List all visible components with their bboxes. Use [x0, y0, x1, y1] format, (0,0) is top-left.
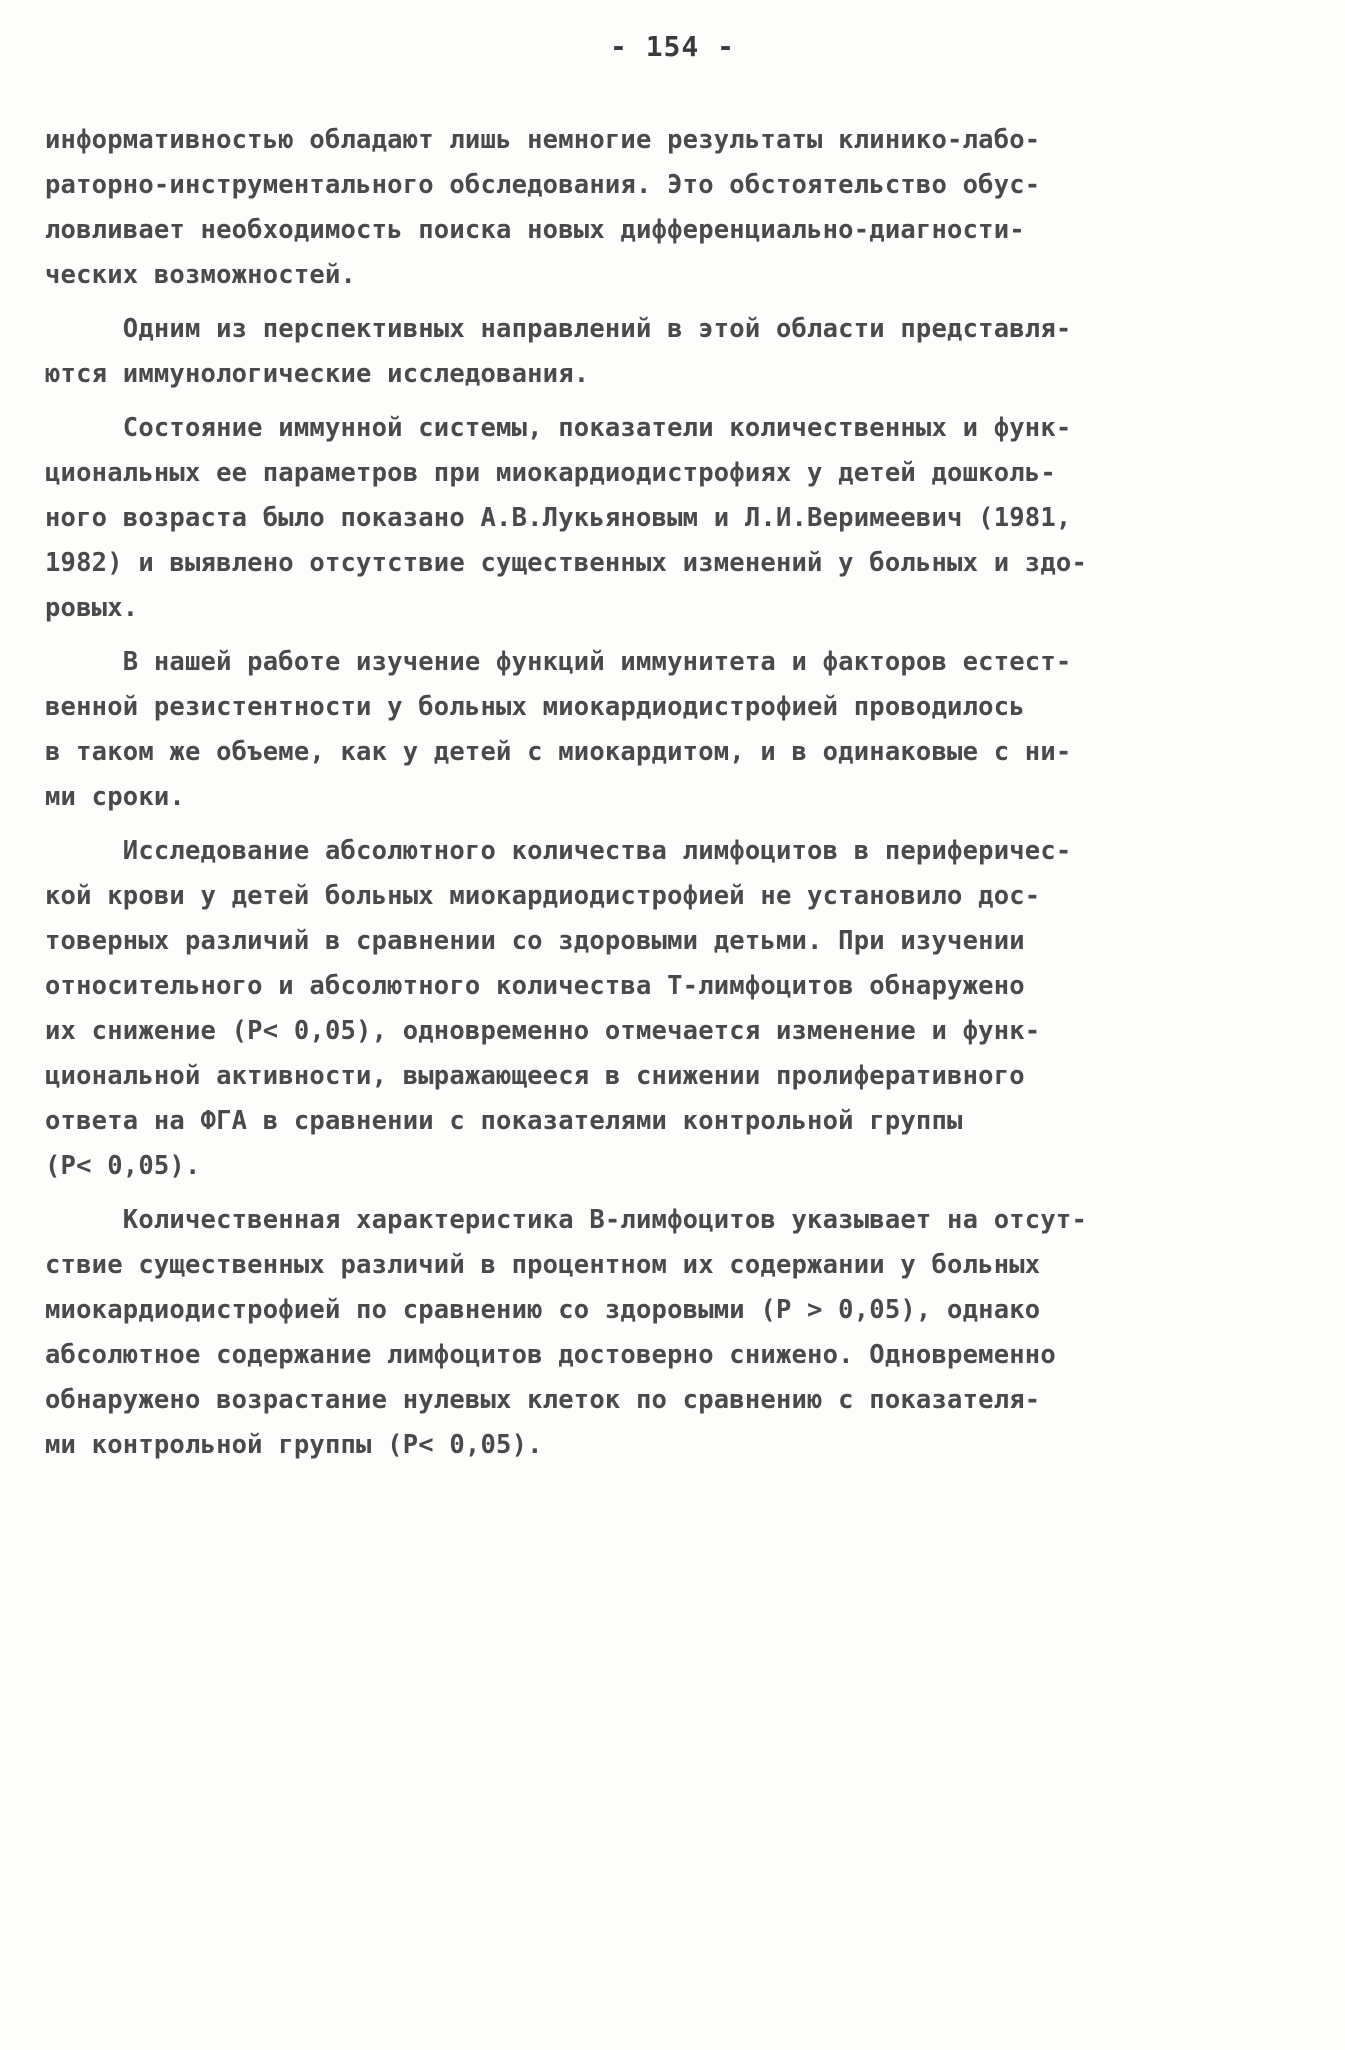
- text-line: Количественная характеристика В-лимфоцитов указывает на отсут-: [45, 1205, 1088, 1235]
- paragraph: [45, 406, 1285, 631]
- text-line: информативностью обладают лишь немногие результаты клинико-лабо-: [45, 125, 1041, 155]
- text-line: относительного и абсолютного количества Т-лимфоцитов обнаружено: [45, 971, 1025, 1001]
- text-line: обнаружено возрастание нулевых клеток по сравнению с показателя-: [45, 1385, 1041, 1415]
- text-line: миокардиодистрофией по сравнению со здоровыми (Р > 0,05), однако: [45, 1295, 1041, 1325]
- text-line: Одним из перспективных направлений в этой области представля-: [45, 314, 1072, 344]
- text-line: в таком же объеме, как у детей с миокардитом, и в одинаковые с ни-: [45, 737, 1072, 767]
- text-line: товерных различий в сравнении со здоровыми детьми. При изучении: [45, 926, 1025, 956]
- paragraph: [45, 640, 1285, 820]
- text-line: (Р< 0,05).: [45, 1151, 201, 1181]
- text-line: кой крови у детей больных миокардиодистрофией не установило дос-: [45, 881, 1041, 911]
- text-line: их снижение (Р< 0,05), одновременно отмечается изменение и функ-: [45, 1016, 1041, 1046]
- text-line: циональных ее параметров при миокардиодистрофиях у детей дошколь-: [45, 458, 1056, 488]
- text-line: ловливает необходимость поиска новых дифференциально-диагности-: [45, 215, 1025, 245]
- paragraph: [45, 307, 1285, 397]
- text-line: В нашей работе изучение функций иммунитета и факторов естест-: [45, 647, 1072, 677]
- text-line: ного возраста было показано А.В.Лукьяновым и Л.И.Веримеевич (1981,: [45, 503, 1072, 533]
- text-line: Состояние иммунной системы, показатели количественных и функ-: [45, 413, 1072, 443]
- text-line: раторно-инструментального обследования. Это обстоятельство обус-: [45, 170, 1041, 200]
- text-line: ческих возможностей.: [45, 260, 357, 290]
- text-line: абсолютное содержание лимфоцитов достоверно снижено. Одновременно: [45, 1340, 1056, 1370]
- text-line: венной резистентности у больных миокардиодистрофией проводилось: [45, 692, 1025, 722]
- body-text: [45, 118, 1285, 1468]
- text-line: ровых.: [45, 593, 139, 623]
- text-line: ствие существенных различий в процентном их содержании у больных: [45, 1250, 1041, 1280]
- text-line: Исследование абсолютного количества лимфоцитов в периферичес-: [45, 836, 1072, 866]
- paragraph: [45, 829, 1285, 1189]
- text-line: ми контрольной группы (Р< 0,05).: [45, 1430, 543, 1460]
- text-line: ются иммунологические исследования.: [45, 359, 590, 389]
- paragraph: [45, 1198, 1285, 1468]
- page-number: - 154 -: [609, 30, 735, 63]
- text-line: циональной активности, выражающееся в снижении пролиферативного: [45, 1061, 1025, 1091]
- text-line: ми сроки.: [45, 782, 185, 812]
- text-line: ответа на ФГА в сравнении с показателями контрольной группы: [45, 1106, 963, 1136]
- paragraph: [45, 118, 1285, 298]
- text-line: 1982) и выявлено отсутствие существенных изменений у больных и здо-: [45, 548, 1088, 578]
